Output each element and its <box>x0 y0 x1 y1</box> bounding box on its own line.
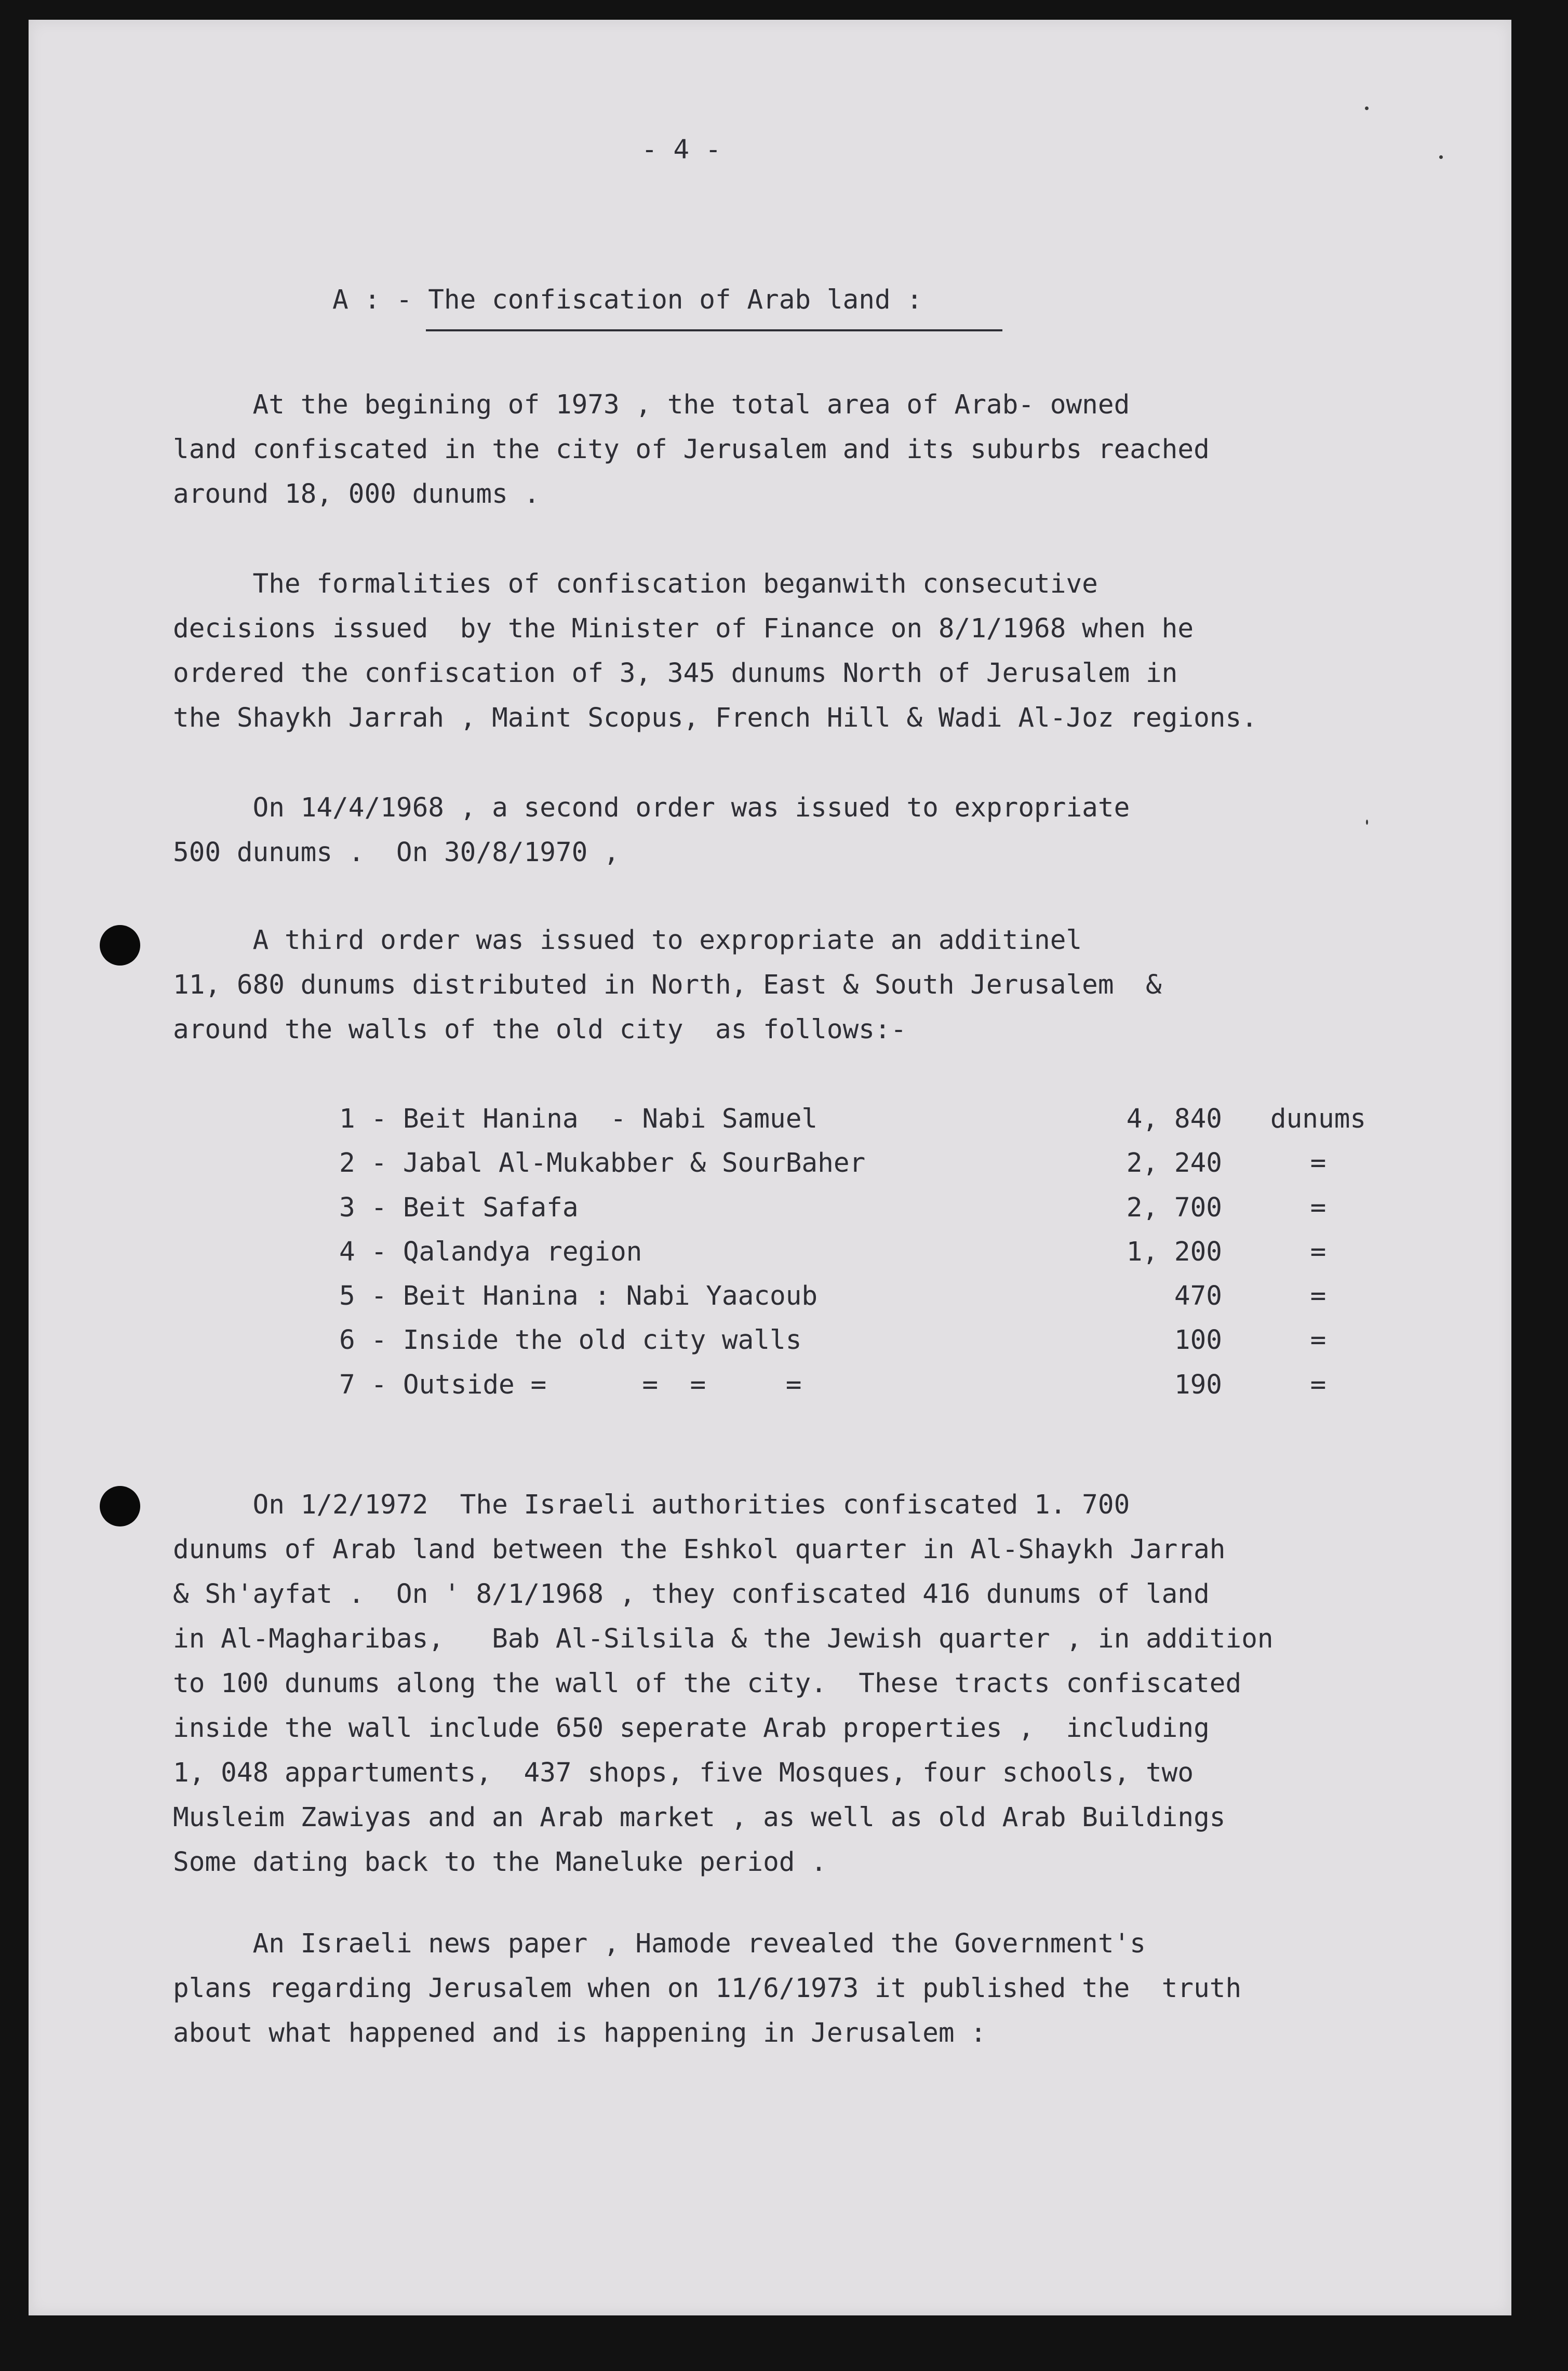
land-row <box>339 1097 1373 1141</box>
land-area: 2, 240 <box>1126 1148 1222 1179</box>
land-unit: = <box>1310 1281 1326 1312</box>
land-location: 5 - Beit Hanina : Nabi Yaacoub <box>339 1281 818 1312</box>
land-area: 4, 840 <box>1126 1104 1222 1134</box>
land-unit: = <box>1310 1369 1326 1400</box>
land-area: 470 <box>1174 1281 1222 1312</box>
land-unit: = <box>1310 1192 1326 1223</box>
land-location: 3 - Beit Safafa <box>339 1192 579 1223</box>
paper-speck <box>1366 820 1368 825</box>
land-location: 7 - Outside = = = = <box>339 1369 802 1400</box>
land-row <box>339 1141 1373 1185</box>
land-area: 2, 700 <box>1126 1192 1222 1223</box>
heading-underline <box>426 329 1002 331</box>
paper-speck <box>1439 155 1443 159</box>
land-unit: = <box>1310 1325 1326 1356</box>
paragraph: At the begining of 1973 , the total area of Arab- owned land confiscated in the city of Jerusalem and its suburbs reached around 18, 000 dunums . <box>173 390 1210 510</box>
land-row <box>339 1363 1373 1407</box>
paragraph: A third order was issued to expropriate an additinel 11, 680 dunums distributed in North, East & South Jerusalem & around the walls of the old city as follows:- <box>173 925 1162 1045</box>
land-area: 190 <box>1174 1369 1222 1400</box>
land-unit: = <box>1310 1148 1326 1179</box>
paragraph: On 1/2/1972 The Israeli authorities confiscated 1. 700 dunums of Arab land between the Eshkol quarter in Al-Shaykh Jarrah & Sh'ayfat . On ' 8/1/1968 , they confiscated 416 dunums of land in Al-Magharibas, Bab Al-Silsila & the Jewish quarter , in addition to 100 dunums along the wall of the city. These tracts confiscated inside the wall include 650 seperate Arab properties , including 1, 048 appartuments, 437 shops, five Mosques, four schools, two Musleim Zawiyas and an Arab market , as well as old Arab Buildings Some dating back to the Maneluke period . <box>173 1490 1274 1878</box>
land-location: 6 - Inside the old city walls <box>339 1325 802 1356</box>
land-location: 2 - Jabal Al-Mukabber & SourBaher <box>339 1148 866 1179</box>
land-location: 1 - Beit Hanina - Nabi Samuel <box>339 1104 818 1134</box>
land-area: 1, 200 <box>1126 1236 1222 1267</box>
land-location: 4 - Qalandya region <box>339 1236 642 1267</box>
land-unit: dunums <box>1270 1104 1366 1134</box>
paragraph: The formalities of confiscation beganwith consecutive decisions issued by the Minister of Finance on 8/1/1968 when he ordered the confiscation of 3, 345 dunums North of Jerusalem in the Shaykh Jarrah , Maint Scopus, French Hill & Wadi Al-Joz regions. <box>173 569 1257 733</box>
page-number: - 4 - <box>641 135 721 165</box>
paragraph: On 14/4/1968 , a second order was issued to expropriate 500 dunums . On 30/8/1970 , <box>173 793 1130 868</box>
land-row <box>339 1230 1373 1274</box>
section-heading: A : - The confiscation of Arab land : <box>332 285 923 315</box>
land-area: 100 <box>1174 1325 1222 1356</box>
land-confiscation-list <box>339 1097 1373 1407</box>
land-row <box>339 1274 1373 1318</box>
land-row <box>339 1318 1373 1362</box>
paper-speck <box>1365 106 1369 110</box>
document-page <box>29 20 1511 2315</box>
punch-hole <box>100 1486 140 1526</box>
land-row <box>339 1186 1373 1230</box>
land-unit: = <box>1310 1236 1326 1267</box>
paragraph: An Israeli news paper , Hamode revealed the Government's plans regarding Jerusalem when on 11/6/1973 it published the truth about what happened and is happening in Jerusalem : <box>173 1928 1242 2048</box>
punch-hole <box>100 925 140 966</box>
